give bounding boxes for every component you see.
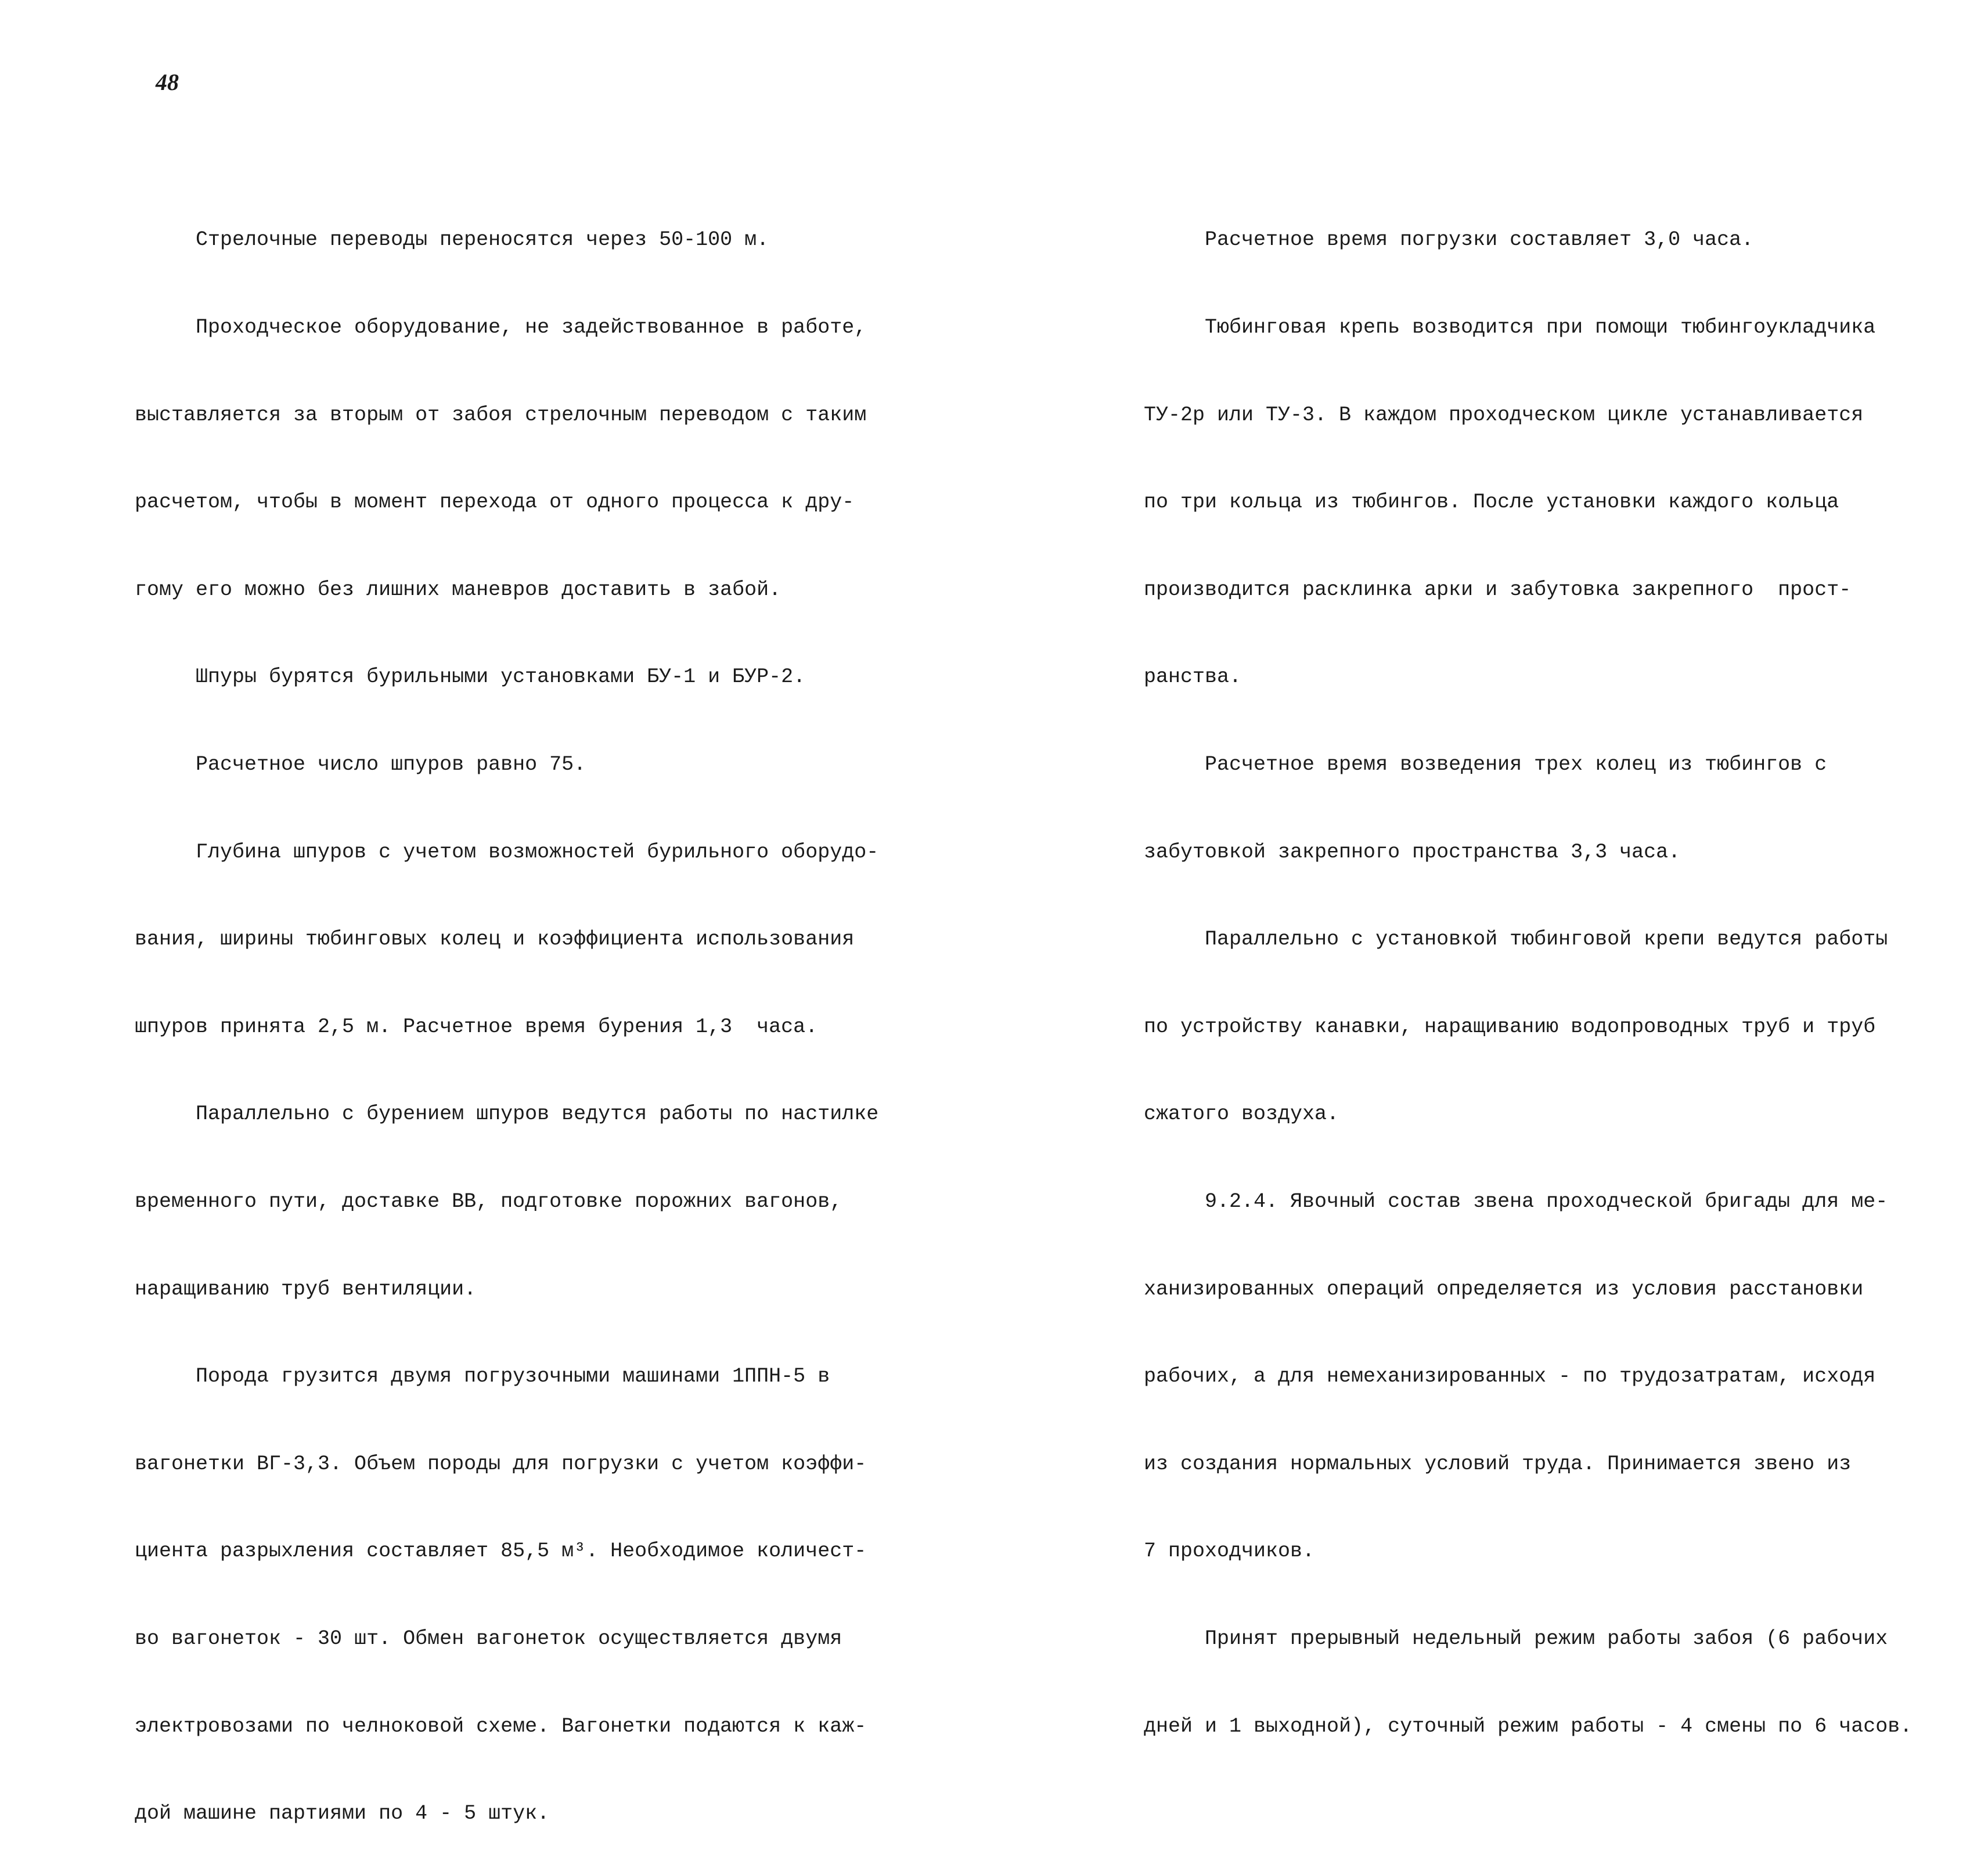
text-line: вагонетки ВГ-3,3. Объем породы для погрузки с учетом коэффи- — [135, 1452, 867, 1476]
text-line: по устройству канавки, наращиванию водопроводных труб и труб — [1144, 1015, 1876, 1039]
text-line: наращиванию труб вентиляции. — [135, 1277, 477, 1301]
text-line: дней и 1 выходной), суточный режим работы - 4 смены по 6 часов. — [1144, 1714, 1913, 1738]
text-line: шпуров принята 2,5 м. Расчетное время бурения 1,3 часа. — [135, 1015, 818, 1039]
text-line: производится расклинка арки и забутовка закрепного прост- — [1144, 578, 1852, 601]
text-line: Расчетное время погрузки составляет 3,0 часа. — [1144, 228, 1754, 252]
text-line: забутовкой закрепного пространства 3,3 часа. — [1144, 840, 1681, 864]
text-line: ханизированных операций определяется из условия расстановки — [1144, 1277, 1864, 1301]
text-line: сжатого воздуха. — [1144, 1102, 1339, 1126]
text-line: во вагонеток - 30 шт. Обмен вагонеток осуществляется двумя — [135, 1627, 842, 1650]
right-text-column — [1144, 167, 1913, 1770]
text-line: Расчетное время возведения трех колец из тюбингов с — [1144, 752, 1827, 776]
text-line: выставляется за вторым от забоя стрелочным переводом с таким — [135, 403, 867, 427]
text-line: Порода грузится двумя погрузочными машинами 1ППН-5 в — [135, 1365, 830, 1389]
text-line: ТУ-2р или ТУ-3. В каждом проходческом цикле устанавливается — [1144, 403, 1864, 427]
text-line: Проходческое оборудование, не задействованное в работе, — [135, 316, 867, 339]
text-line: из создания нормальных условий труда. Принимается звено из — [1144, 1452, 1852, 1476]
text-line: циента разрыхления составляет 85,5 м³. Необходимое количест- — [135, 1539, 867, 1563]
text-line: 7 проходчиков. — [1144, 1539, 1315, 1563]
text-line: рабочих, а для немеханизированных - по трудозатратам, исходя — [1144, 1365, 1876, 1389]
text-line: ранства. — [1144, 665, 1242, 689]
text-line: Расчетное число шпуров равно 75. — [135, 752, 586, 776]
text-line: Глубина шпуров с учетом возможностей бурильного оборудо- — [135, 840, 879, 864]
text-line: Стрелочные переводы переносятся через 50-100 м. — [135, 228, 769, 252]
page-number: 48 — [156, 69, 179, 95]
text-line: по три кольца из тюбингов. После установки каждого кольца — [1144, 491, 1839, 514]
text-line: электровозами по челноковой схеме. Вагонетки подаются к каж- — [135, 1714, 867, 1738]
text-line: Параллельно с бурением шпуров ведутся работы по настилке — [135, 1102, 879, 1126]
text-line: расчетом, чтобы в момент перехода от одного процесса к дру- — [135, 491, 855, 514]
text-line: гому его можно без лишних маневров доставить в забой. — [135, 578, 781, 601]
text-line: временного пути, доставке ВВ, подготовке порожних вагонов, — [135, 1189, 842, 1213]
text-line: Тюбинговая крепь возводится при помощи тюбингоукладчика — [1144, 316, 1876, 339]
left-text-column — [135, 167, 889, 1857]
text-line: вания, ширины тюбинговых колец и коэффициента использования — [135, 928, 855, 951]
text-line: 9.2.4. Явочный состав звена проходческой бригады для ме- — [1144, 1189, 1888, 1213]
text-line: Шпуры бурятся бурильными установками БУ-1 и БУР-2. — [135, 665, 806, 689]
text-line: Принят прерывный недельный режим работы забоя (6 рабочих — [1144, 1627, 1888, 1650]
text-line: Параллельно с установкой тюбинговой крепи ведутся работы — [1144, 928, 1888, 951]
text-line: дой машине партиями по 4 - 5 штук. — [135, 1802, 550, 1826]
